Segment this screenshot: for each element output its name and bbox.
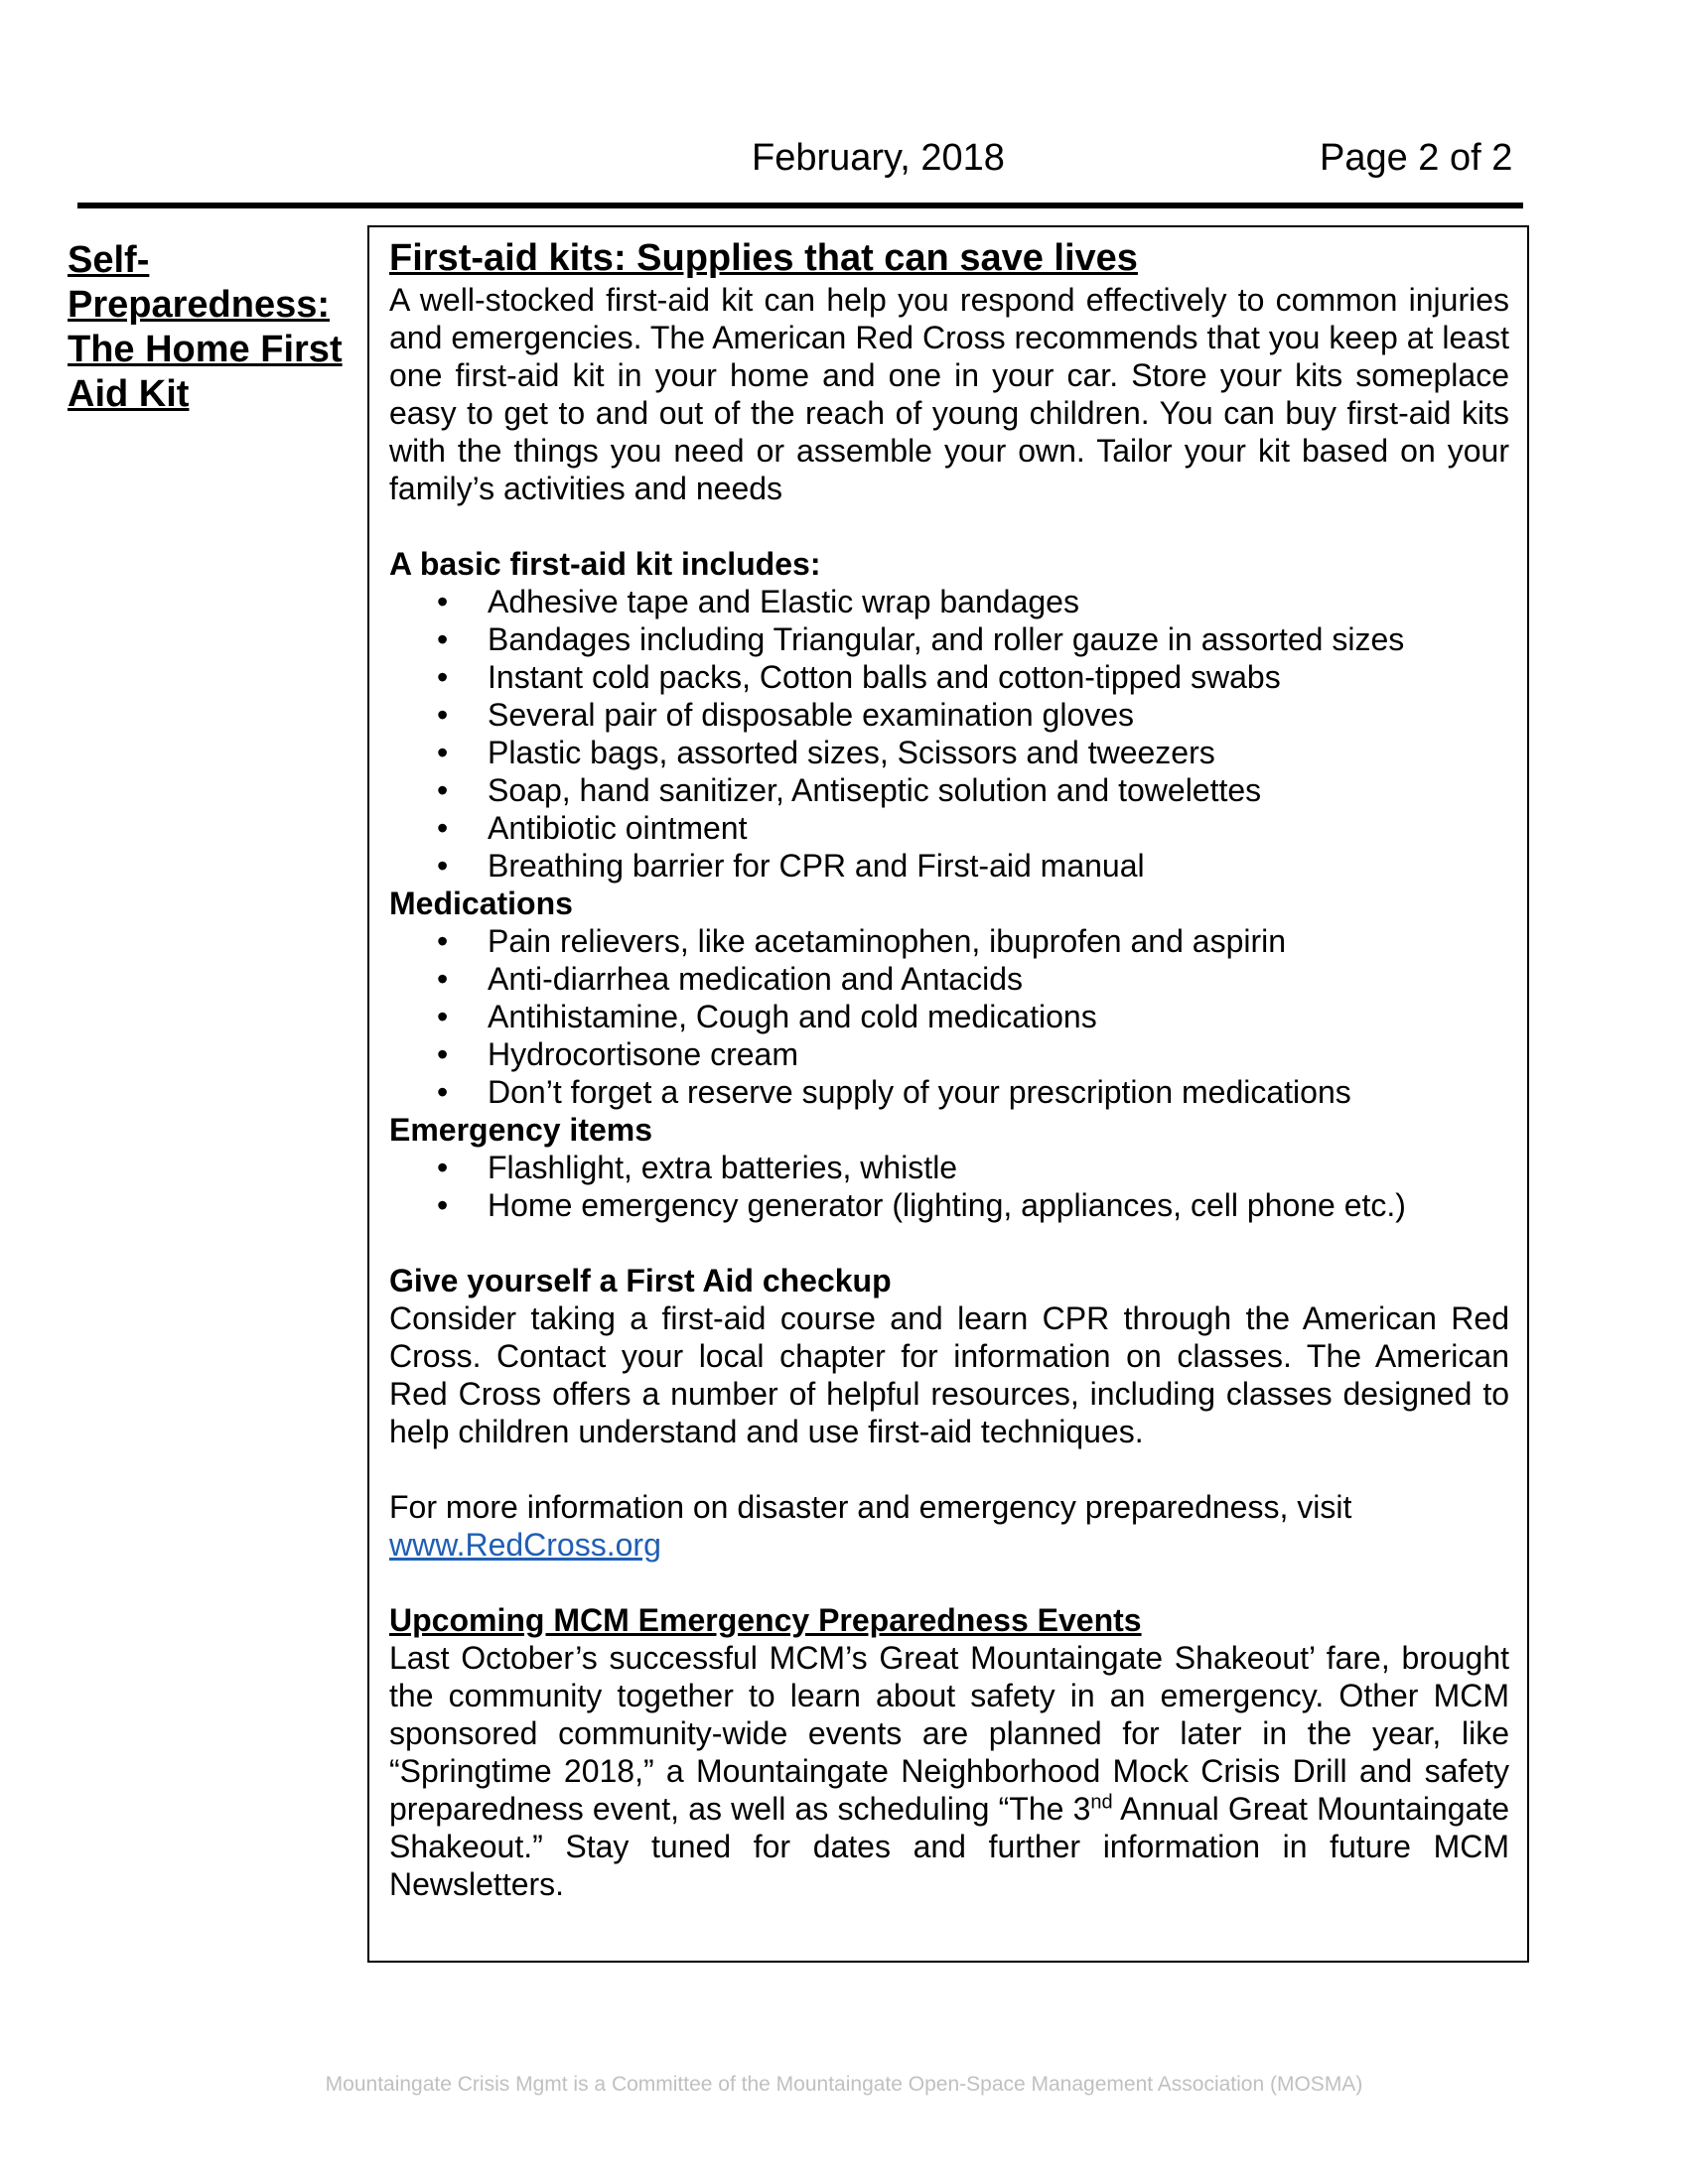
page-number: Page 2 of 2 <box>1320 137 1513 179</box>
list-item: • Flashlight, extra batteries, whistle <box>389 1149 1509 1186</box>
events-text-part2: Annual Great Mountaingate Shakeout.” Stay tuned for dates and further information in future MCM Newsletters. <box>389 1791 1510 1902</box>
main-content <box>389 235 1509 1903</box>
medications-list <box>389 922 1509 1111</box>
sidebar-title: Self-Preparedness: The Home First Aid Kit <box>68 239 343 415</box>
list-item: • Anti-diarrhea medication and Antacids <box>389 960 1509 998</box>
medications-heading: Medications <box>389 886 573 921</box>
list-item: • Antibiotic ointment <box>389 809 1509 847</box>
checkup-heading: Give yourself a First Aid checkup <box>389 1263 892 1298</box>
emergency-items-list <box>389 1149 1509 1224</box>
section-title: First-aid kits: Supplies that can save lives <box>389 237 1138 279</box>
footer-text: Mountaingate Crisis Mgmt is a Committee of the Mountaingate Open-Space Management Association (MOSMA) <box>325 2073 1363 2096</box>
list-item: • Breathing barrier for CPR and First-aid manual <box>389 847 1509 885</box>
list-item: • Pain relievers, like acetaminophen, ibuprofen and aspirin <box>389 922 1509 960</box>
list-item: • Home emergency generator (lighting, appliances, cell phone etc.) <box>389 1186 1509 1224</box>
events-heading: Upcoming MCM Emergency Preparedness Events <box>389 1602 1142 1638</box>
basic-kit-heading: A basic first-aid kit includes: <box>389 546 821 582</box>
header-date: February, 2018 <box>752 137 1005 179</box>
list-item: • Instant cold packs, Cotton balls and cotton-tipped swabs <box>389 658 1509 696</box>
more-info-text: For more information on disaster and emergency preparedness, visit <box>389 1489 1352 1525</box>
checkup-paragraph: Consider taking a first-aid course and learn CPR through the American Red Cross. Contact your local chapter for information on classes. The American Red Cross offers a number of helpful resources, including classes designed to help children understand and use first-aid techniques. <box>389 1300 1509 1449</box>
list-item: • Soap, hand sanitizer, Antiseptic solution and towelettes <box>389 771 1509 809</box>
list-item: • Adhesive tape and Elastic wrap bandages <box>389 583 1509 620</box>
more-info-paragraph <box>389 1488 1509 1564</box>
list-item: • Hydrocortisone cream <box>389 1035 1509 1073</box>
list-item: • Plastic bags, assorted sizes, Scissors and tweezers <box>389 734 1509 771</box>
redcross-link[interactable]: www.RedCross.org <box>389 1527 661 1563</box>
header-divider <box>77 203 1523 208</box>
events-paragraph <box>389 1639 1509 1903</box>
ordinal-suffix: nd <box>1090 1791 1113 1814</box>
list-item: • Antihistamine, Cough and cold medications <box>389 998 1509 1035</box>
events-text-part1: Last October’s successful MCM’s Great Mountaingate Shakeout’ fare, brought the community together to learn about safety in an emergency. Other MCM sponsored community-wide events are planned for later in the year, like “Springtime 2018,” a Mountaingate Neighborhood Mock Crisis Drill and safety preparedness event, as well as scheduling “The 3 <box>389 1640 1509 1827</box>
list-item: • Several pair of disposable examination gloves <box>389 696 1509 734</box>
emergency-items-heading: Emergency items <box>389 1112 653 1148</box>
list-item: • Don’t forget a reserve supply of your prescription medications <box>389 1073 1509 1111</box>
basic-kit-list <box>389 583 1509 885</box>
intro-paragraph: A well-stocked first-aid kit can help you respond effectively to common injuries and emergencies. The American Red Cross recommends that you keep at least one first-aid kit in your home and one in your car. Store your kits someplace easy to get to and out of the reach of young children. You can buy first-aid kits with the things you need or assemble your own. Tailor your kit based on your family’s activities and needs <box>389 282 1509 506</box>
list-item: • Bandages including Triangular, and roller gauze in assorted sizes <box>389 620 1509 658</box>
